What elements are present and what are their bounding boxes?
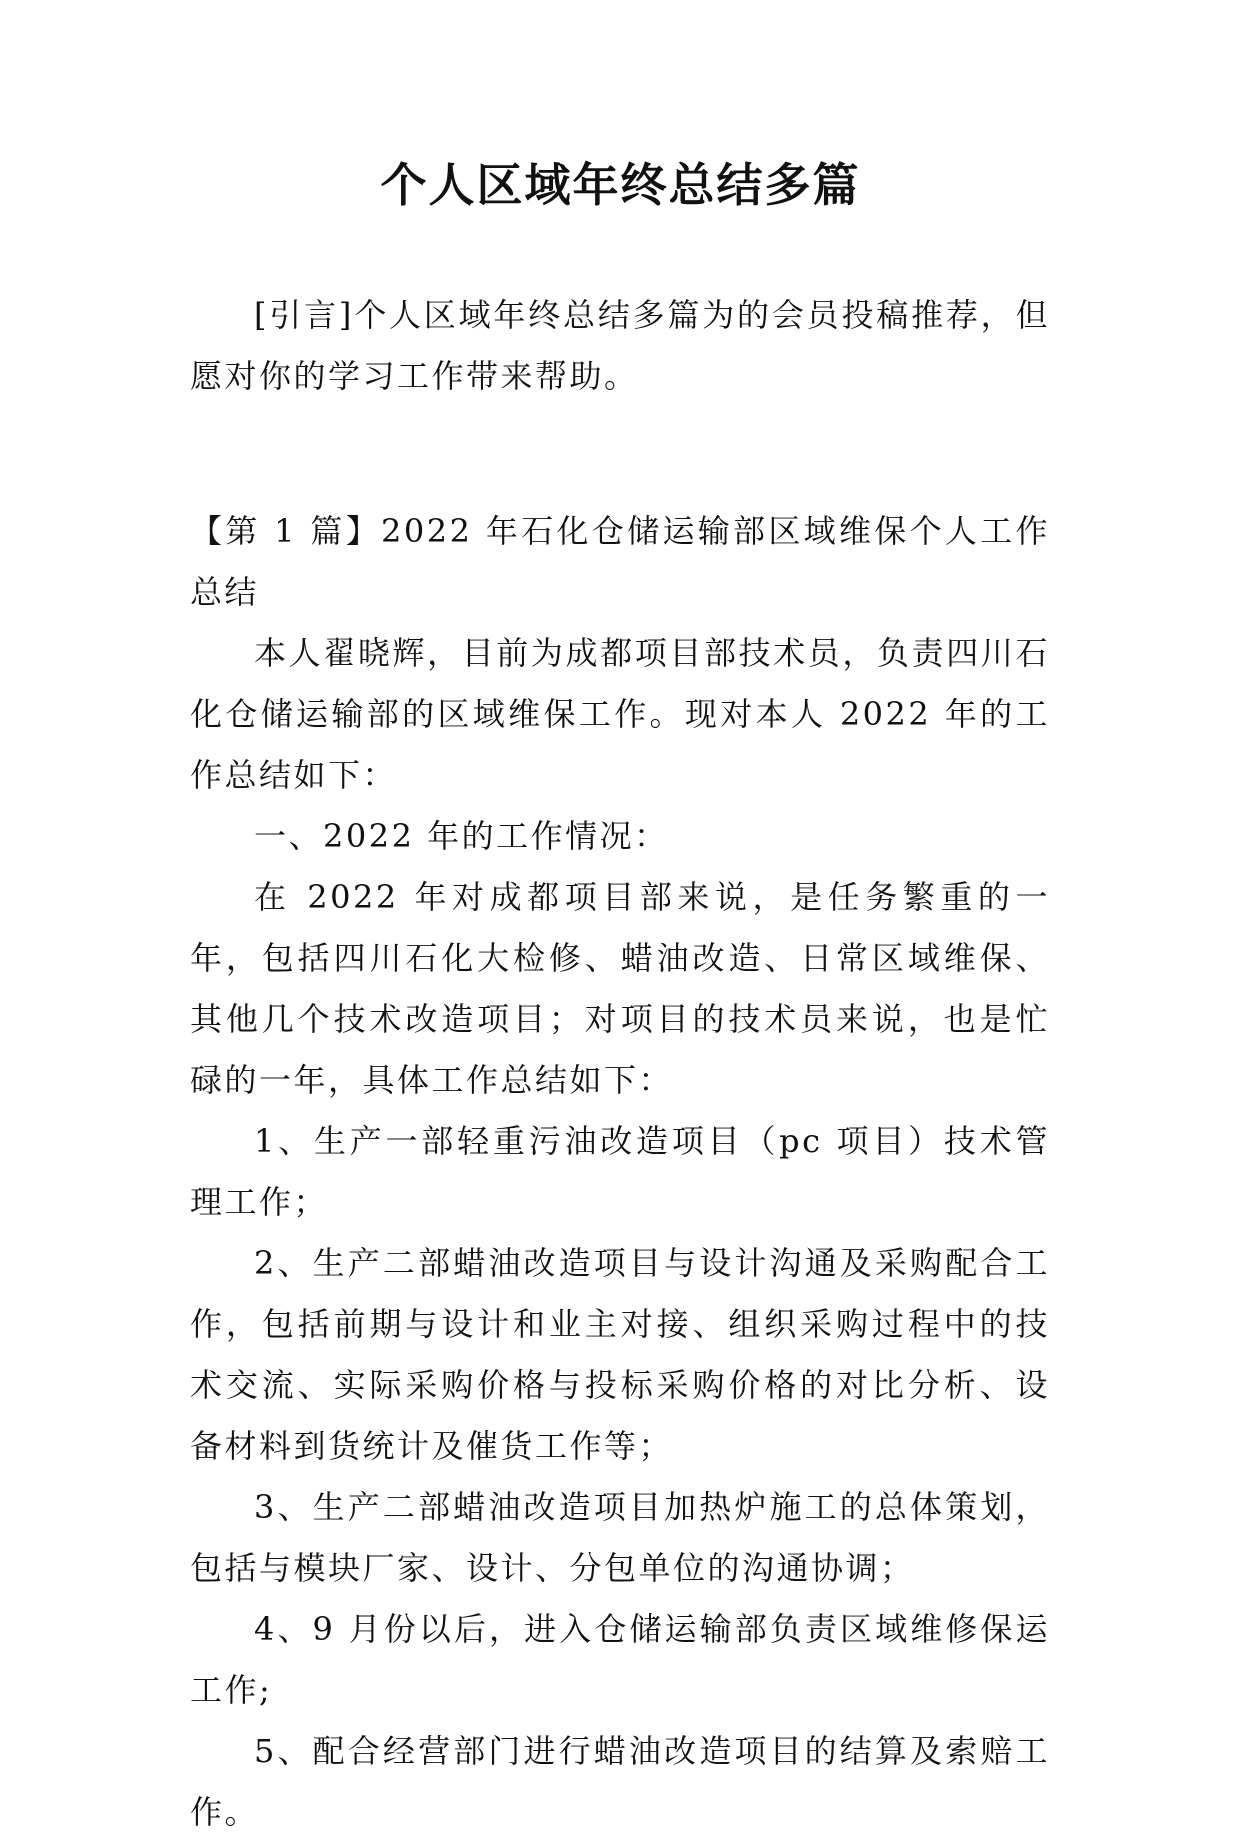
list-item: 4、9 月份以后，进入仓储运输部负责区域维修保运工作; — [190, 1610, 1050, 1709]
paragraph-spacer — [190, 407, 1050, 501]
list-item: 5、配合经营部门进行蜡油改造项目的结算及索赔工作。 — [190, 1732, 1050, 1831]
list-item: 3、生产二部蜡油改造项目加热炉施工的总体策划，包括与模块厂家、设计、分包单位的沟通协调； — [190, 1488, 1050, 1587]
list-item: 1、生产一部轻重污油改造项目（pc 项目）技术管理工作； — [190, 1122, 1050, 1221]
body-paragraph: 在 2022 年对成都项目部来说，是任务繁重的一年，包括四川石化大检修、蜡油改造、日常区域维保、其他几个技术改造项目；对项目的技术员来说，也是忙碌的一年，具体工作总结如下： — [190, 878, 1050, 1099]
intro-paragraph: [引言]个人区域年终总结多篇为的会员投稿推荐，但愿对你的学习工作带来帮助。 — [190, 296, 1050, 395]
document-title: 个人区域年终总结多篇 — [380, 158, 861, 212]
body-paragraph: 本人翟晓辉，目前为成都项目部技术员，负责四川石化仓储运输部的区域维保工作。现对本人 2022 年的工作总结如下： — [190, 634, 1050, 794]
list-item: 2、生产二部蜡油改造项目与设计沟通及采购配合工作，包括前期与设计和业主对接、组织采购过程中的技术交流、实际采购价格与投标采购价格的对比分析、设备材料到货统计及催货工作等； — [190, 1244, 1050, 1465]
document-body — [190, 285, 1050, 1843]
body-paragraph: 一、2022 年的工作情况： — [254, 817, 669, 855]
section-heading: 【第 1 篇】2022 年石化仓储运输部区域维保个人工作总结 — [190, 512, 1050, 611]
